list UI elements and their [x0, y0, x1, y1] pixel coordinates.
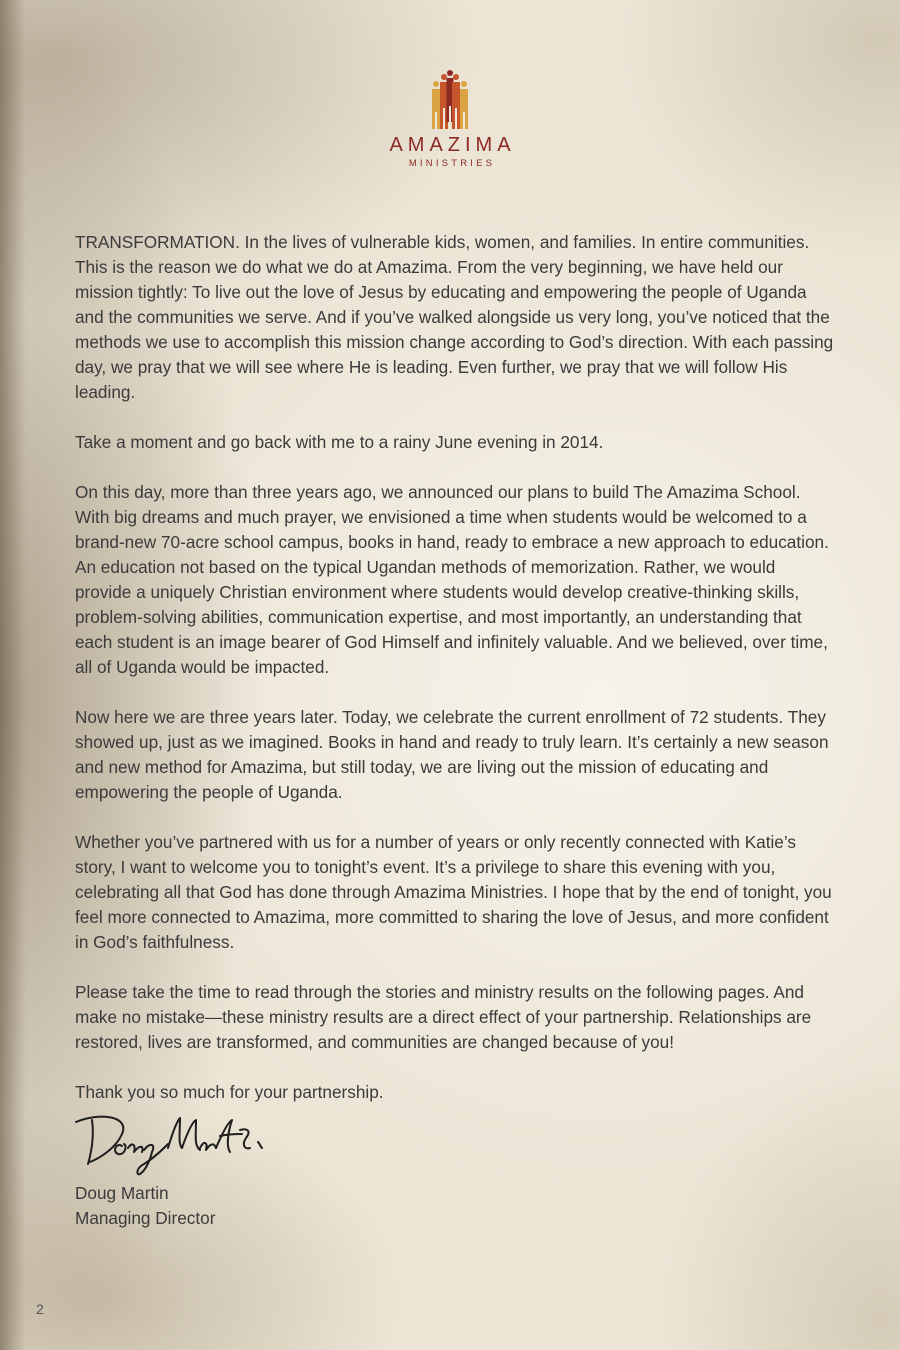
- letter-paragraph: TRANSFORMATION. In the lives of vulnerable kids, women, and families. In entire communities. This is the reason we do what we do at Amazima. From the very beginning, we have held our mission tightly: To live out the love of Jesus by educating and empowering the people of Uganda and the communities we serve. And if you’ve walked alongside us very long, you’ve noticed that the methods we use to accomplish this mission change according to God’s direction. With each passing day, we pray that we will see where He is leading. Even further, we pray that we will follow His leading.: [75, 232, 834, 402]
- signer-title: Managing Director: [75, 1208, 216, 1228]
- letter-body: [75, 230, 835, 1130]
- letter-paragraph: Please take the time to read through the stories and ministry results on the following pages. And make no mistake—these ministry results are a direct effect of your partnership. Relationships are restored, lives are transformed, and communities are changed because of you!: [75, 982, 812, 1052]
- page-number: 2: [36, 1301, 44, 1317]
- people-logo-icon: [427, 70, 473, 130]
- letter-paragraph: Thank you so much for your partnership.: [75, 1082, 384, 1102]
- letter-paragraph: Take a moment and go back with me to a rainy June evening in 2014.: [75, 432, 604, 452]
- amazima-logo: [330, 70, 570, 185]
- signer-name: Doug Martin: [75, 1183, 169, 1203]
- handwritten-signature: [70, 1108, 280, 1178]
- logo-subtitle: MINISTRIES: [408, 158, 496, 169]
- letter-paragraph: Now here we are three years later. Today, we celebrate the current enrollment of 72 students. They showed up, just as we imagined. Books in hand and ready to truly learn. It’s certainly a new season and new method for Amazima, but still today, we are living out the mission of educating and empowering the people of Uganda.: [75, 707, 829, 802]
- letter-paragraph: Whether you’ve partnered with us for a number of years or only recently connected with Katie’s story, I want to welcome you to tonight’s event. It’s a privilege to share this evening with you, celebrating all that God has done through Amazima Ministries. I hope that by the end of tonight, you feel more connected to Amazima, more committed to sharing the love of Jesus, and more confident in God’s faithfulness.: [75, 832, 832, 952]
- logo-wordmark: AMAZIMA: [389, 134, 516, 156]
- paper-edge-shadow: [0, 0, 26, 1350]
- letter-paragraph: On this day, more than three years ago, we announced our plans to build The Amazima School. With big dreams and much prayer, we envisioned a time when students would be welcomed to a brand-new 70-acre school campus, books in hand, ready to embrace a new approach to education. An education not based on the typical Ugandan methods of memorization. Rather, we would provide a uniquely Christian environment where students would develop creative-thinking skills, problem-solving abilities, communication expertise, and most importantly, an understanding that each student is an image bearer of God Himself and infinitely valuable. And we believed, over time, all of Uganda would be impacted.: [75, 482, 829, 677]
